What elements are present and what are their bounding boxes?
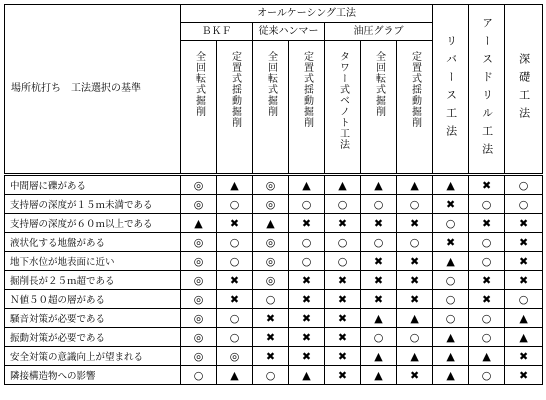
rating-cell: ✖ bbox=[469, 290, 505, 309]
rating-cell: ▲ bbox=[433, 252, 469, 271]
rating-cell: ◎ bbox=[181, 271, 217, 290]
subcol-grab-oscillating bbox=[397, 41, 433, 175]
rating-cell: ○ bbox=[325, 252, 361, 271]
rating-cell: ▲ bbox=[181, 214, 217, 233]
rating-cell: ○ bbox=[469, 309, 505, 328]
rating-cell: ○ bbox=[217, 252, 253, 271]
rating-cell: ◎ bbox=[181, 347, 217, 366]
subcol-bkf-rotary bbox=[181, 41, 217, 175]
rating-cell: ✖ bbox=[325, 309, 361, 328]
rating-cell: ○ bbox=[361, 195, 397, 214]
rating-cell: ✖ bbox=[505, 347, 543, 366]
rating-cell: ✖ bbox=[397, 366, 433, 385]
rating-cell: ✖ bbox=[469, 271, 505, 290]
subcol-grab-rotary bbox=[361, 41, 397, 175]
table-row bbox=[5, 290, 543, 309]
rating-cell: ▲ bbox=[289, 175, 325, 195]
rating-cell: ○ bbox=[433, 271, 469, 290]
rating-cell: ◎ bbox=[217, 347, 253, 366]
rating-cell: ✖ bbox=[361, 271, 397, 290]
rating-cell: ○ bbox=[217, 309, 253, 328]
rating-cell: ▲ bbox=[325, 175, 361, 195]
criterion-cell: 地下水位が地表面に近い bbox=[5, 252, 181, 271]
rating-cell: ✖ bbox=[397, 271, 433, 290]
criteria-header: 場所杭打ち 工法選択の基準 bbox=[5, 5, 181, 175]
rating-cell: ▲ bbox=[361, 366, 397, 385]
rating-cell: ✖ bbox=[397, 252, 433, 271]
table-row bbox=[5, 271, 543, 290]
rating-cell: ▲ bbox=[505, 328, 543, 347]
rating-cell: ▲ bbox=[397, 175, 433, 195]
rating-cell: ◎ bbox=[253, 195, 289, 214]
rating-cell: ◎ bbox=[181, 233, 217, 252]
rating-cell: ✖ bbox=[505, 271, 543, 290]
rating-cell: ✖ bbox=[325, 366, 361, 385]
rating-cell: ▲ bbox=[469, 347, 505, 366]
subcol-label: 定置式揺動掘削 bbox=[229, 51, 241, 128]
criterion-cell: 液状化する地盤がある bbox=[5, 233, 181, 252]
criterion-cell: 中間層に礫がある bbox=[5, 175, 181, 195]
rating-cell: ○ bbox=[505, 175, 543, 195]
rating-cell: ✖ bbox=[253, 328, 289, 347]
rating-cell: ○ bbox=[253, 366, 289, 385]
rating-cell: ✖ bbox=[217, 214, 253, 233]
rating-cell: ○ bbox=[217, 233, 253, 252]
rating-cell: ◎ bbox=[181, 290, 217, 309]
criterion-cell: 支持層の深度が１５ｍ未満である bbox=[5, 195, 181, 214]
table-row bbox=[5, 347, 543, 366]
rating-cell: ○ bbox=[289, 195, 325, 214]
rating-cell: ○ bbox=[253, 290, 289, 309]
criterion-cell: 掘削長が２５ｍ超である bbox=[5, 271, 181, 290]
table-row bbox=[5, 195, 543, 214]
deep-foundation-label: 深礎工法 bbox=[517, 53, 531, 125]
rating-cell: ○ bbox=[361, 328, 397, 347]
rating-cell: ✖ bbox=[361, 290, 397, 309]
rating-cell: ✖ bbox=[289, 347, 325, 366]
rating-cell: ○ bbox=[325, 233, 361, 252]
criterion-cell: 隣接構造物への影響 bbox=[5, 366, 181, 385]
rating-cell: ✖ bbox=[505, 233, 543, 252]
rating-cell: ○ bbox=[433, 290, 469, 309]
rating-cell: ◎ bbox=[181, 328, 217, 347]
subcol-label: 全回転式掘削 bbox=[265, 51, 277, 117]
rating-cell: ○ bbox=[181, 366, 217, 385]
table-body bbox=[5, 175, 543, 385]
subcol-label: 全回転式掘削 bbox=[373, 51, 385, 117]
rating-cell: ✖ bbox=[289, 271, 325, 290]
rating-cell: ▲ bbox=[361, 175, 397, 195]
rating-cell: ○ bbox=[397, 233, 433, 252]
rating-cell: ○ bbox=[505, 290, 543, 309]
subcol-label: 全回転式掘削 bbox=[193, 51, 205, 117]
rating-cell: ✖ bbox=[361, 252, 397, 271]
rating-cell: ◎ bbox=[253, 233, 289, 252]
rating-cell: ▲ bbox=[289, 366, 325, 385]
rating-cell: ✖ bbox=[325, 271, 361, 290]
rating-cell: ▲ bbox=[217, 366, 253, 385]
rating-cell: ▲ bbox=[253, 214, 289, 233]
rating-cell: ✖ bbox=[253, 347, 289, 366]
earth-drill-label: アースドリル工法 bbox=[480, 17, 494, 161]
rating-cell: ✖ bbox=[289, 328, 325, 347]
rating-cell: ◎ bbox=[253, 271, 289, 290]
rating-cell: ▲ bbox=[505, 309, 543, 328]
rating-cell: ✖ bbox=[289, 290, 325, 309]
rating-cell: ✖ bbox=[325, 290, 361, 309]
rating-cell: ▲ bbox=[433, 328, 469, 347]
table-row bbox=[5, 328, 543, 347]
subcol-label: 定置式揺動掘削 bbox=[409, 51, 421, 128]
rating-cell: ○ bbox=[469, 252, 505, 271]
rating-cell: ◎ bbox=[253, 175, 289, 195]
table-row bbox=[5, 233, 543, 252]
method-selection-table bbox=[4, 4, 543, 385]
rating-cell: ✖ bbox=[289, 214, 325, 233]
rating-cell: ▲ bbox=[433, 347, 469, 366]
criterion-cell: 騒音対策が必要である bbox=[5, 309, 181, 328]
criterion-cell: 振動対策が必要である bbox=[5, 328, 181, 347]
rating-cell: ○ bbox=[289, 233, 325, 252]
rating-cell: ○ bbox=[505, 195, 543, 214]
rating-cell: ◎ bbox=[181, 252, 217, 271]
criterion-cell: 支持層の深度が６０ｍ以上である bbox=[5, 214, 181, 233]
rating-cell: ○ bbox=[469, 328, 505, 347]
rating-cell: ✖ bbox=[505, 366, 543, 385]
criterion-cell: Ｎ値５０超の層がある bbox=[5, 290, 181, 309]
rating-cell: ✖ bbox=[253, 309, 289, 328]
criterion-cell: 安全対策の意識向上が望まれる bbox=[5, 347, 181, 366]
rating-cell: ✖ bbox=[397, 290, 433, 309]
rating-cell: ✖ bbox=[325, 347, 361, 366]
rating-cell: ○ bbox=[469, 366, 505, 385]
rating-cell: ✖ bbox=[325, 328, 361, 347]
rating-cell: ◎ bbox=[253, 252, 289, 271]
rating-cell: ✖ bbox=[433, 195, 469, 214]
rating-cell: ▲ bbox=[361, 309, 397, 328]
subcol-bkf-oscillating bbox=[217, 41, 253, 175]
rating-cell: ✖ bbox=[289, 309, 325, 328]
rating-cell: ✖ bbox=[505, 252, 543, 271]
table-row bbox=[5, 214, 543, 233]
table-row bbox=[5, 175, 543, 195]
rating-cell: ○ bbox=[217, 328, 253, 347]
subcol-label: 定置式揺動掘削 bbox=[301, 51, 313, 128]
table-row bbox=[5, 252, 543, 271]
rating-cell: ○ bbox=[289, 252, 325, 271]
rating-cell: ✖ bbox=[433, 233, 469, 252]
rating-cell: ✖ bbox=[505, 214, 543, 233]
reverse-label: リバース工法 bbox=[444, 35, 458, 143]
table-row bbox=[5, 309, 543, 328]
rating-cell: ✖ bbox=[217, 290, 253, 309]
all-casing-header: オールケーシング工法 bbox=[181, 5, 433, 23]
bkf-header: ＢＫＦ bbox=[181, 23, 253, 41]
subcol-label: タワー式ベノト工法 bbox=[337, 51, 349, 150]
rating-cell: ○ bbox=[469, 195, 505, 214]
table-row bbox=[5, 366, 543, 385]
deep-foundation-header bbox=[505, 5, 543, 175]
rating-cell: ○ bbox=[217, 195, 253, 214]
rating-cell: ◎ bbox=[181, 309, 217, 328]
rating-cell: ✖ bbox=[325, 214, 361, 233]
rating-cell: ▲ bbox=[433, 366, 469, 385]
reverse-header bbox=[433, 5, 469, 175]
rating-cell: ◎ bbox=[181, 175, 217, 195]
grab-header: 油圧グラブ bbox=[325, 23, 433, 41]
rating-cell: ◎ bbox=[181, 195, 217, 214]
rating-cell: ▲ bbox=[397, 347, 433, 366]
rating-cell: ✖ bbox=[469, 175, 505, 195]
subcol-hammer-rotary bbox=[253, 41, 289, 175]
rating-cell: ○ bbox=[433, 214, 469, 233]
rating-cell: ○ bbox=[469, 233, 505, 252]
rating-cell: ▲ bbox=[433, 175, 469, 195]
rating-cell: ○ bbox=[325, 195, 361, 214]
rating-cell: ▲ bbox=[217, 175, 253, 195]
rating-cell: ○ bbox=[361, 233, 397, 252]
subcol-grab-tower bbox=[325, 41, 361, 175]
subcol-hammer-oscillating bbox=[289, 41, 325, 175]
rating-cell: ✖ bbox=[361, 214, 397, 233]
rating-cell: ▲ bbox=[361, 347, 397, 366]
rating-cell: ○ bbox=[397, 195, 433, 214]
rating-cell: ○ bbox=[397, 328, 433, 347]
hammer-header: 従来ハンマー bbox=[253, 23, 325, 41]
rating-cell: ✖ bbox=[217, 271, 253, 290]
rating-cell: ✖ bbox=[397, 214, 433, 233]
rating-cell: ○ bbox=[433, 309, 469, 328]
rating-cell: ▲ bbox=[397, 309, 433, 328]
rating-cell: ✖ bbox=[469, 214, 505, 233]
earth-drill-header bbox=[469, 5, 505, 175]
